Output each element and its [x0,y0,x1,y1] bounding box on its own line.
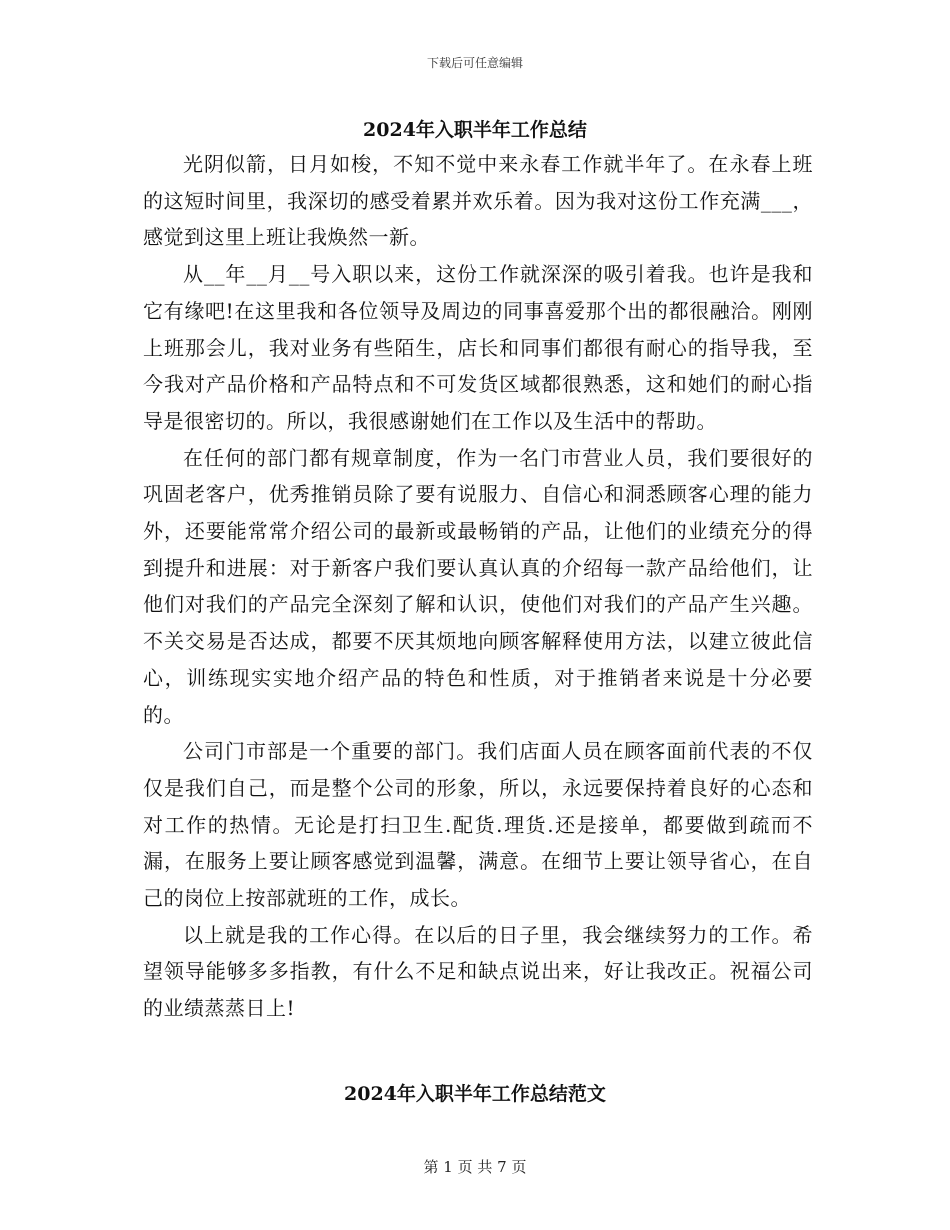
paragraph: 以上就是我的工作心得。在以后的日子里，我会继续努力的工作。希望领导能够多多指教，有什么不足和缺点说出来，好让我改正。祝福公司的业绩蒸蒸日上! [143,922,813,1021]
paragraph: 公司门市部是一个重要的部门。我们店面人员在顾客面前代表的不仅仅是我们自己，而是整个公司的形象，所以，永远要保持着良好的心态和对工作的热情。无论是打扫卫生.配货.理货.还是接单，都要做到疏而不漏，在服务上要让顾客感觉到温馨，满意。在细节上要让领导省心，在自己的岗位上按部就班的工作，成长。 [143,739,813,911]
paragraph: 光阴似箭，日月如梭，不知不觉中来永春工作就半年了。在永春上班的这短时间里，我深切的感受着累并欢乐着。因为我对这份工作充满___，感觉到这里上班让我焕然一新。 [143,152,813,250]
paragraph: 在任何的部门都有规章制度，作为一名门市营业人员，我们要很好的巩固老客户，优秀推销员除了要有说服力、自信心和洞悉顾客心理的能力外，还要能常常介绍公司的最新或最畅销的产品，让他们的业绩充分的得到提升和进展：对于新客户我们要认真认真的介绍每一款产品给他们，让他们对我们的产品完全深刻了解和认识，使他们对我们的产品产生兴趣。不关交易是否达成，都要不厌其烦地向顾客解释使用方法，以建立彼此信心，训练现实实地介绍产品的特色和性质，对于推销者来说是十分必要的。 [143,445,813,727]
next-section-title: 2024年入职半年工作总结范文 [344,1083,606,1105]
header-note: 下载后可任意编辑 [426,56,523,70]
page-number: 第 1 页 共 7 页 [423,1158,527,1176]
document-body [143,146,813,1027]
paragraph: 从__年__月__号入职以来，这份工作就深深的吸引着我。也许是我和它有缘吧!在这里我和各位领导及周边的同事喜爱那个出的都很融洽。刚刚上班那会儿，我对业务有些陌生，店长和同事们都很有耐心的指导我，至今我对产品价格和产品特点和不可发货区域都很熟悉，这和她们的耐心指导是很密切的。所以，我很感谢她们在工作以及生活中的帮助。 [143,262,813,433]
document-title: 2024年入职半年工作总结 [363,119,587,141]
